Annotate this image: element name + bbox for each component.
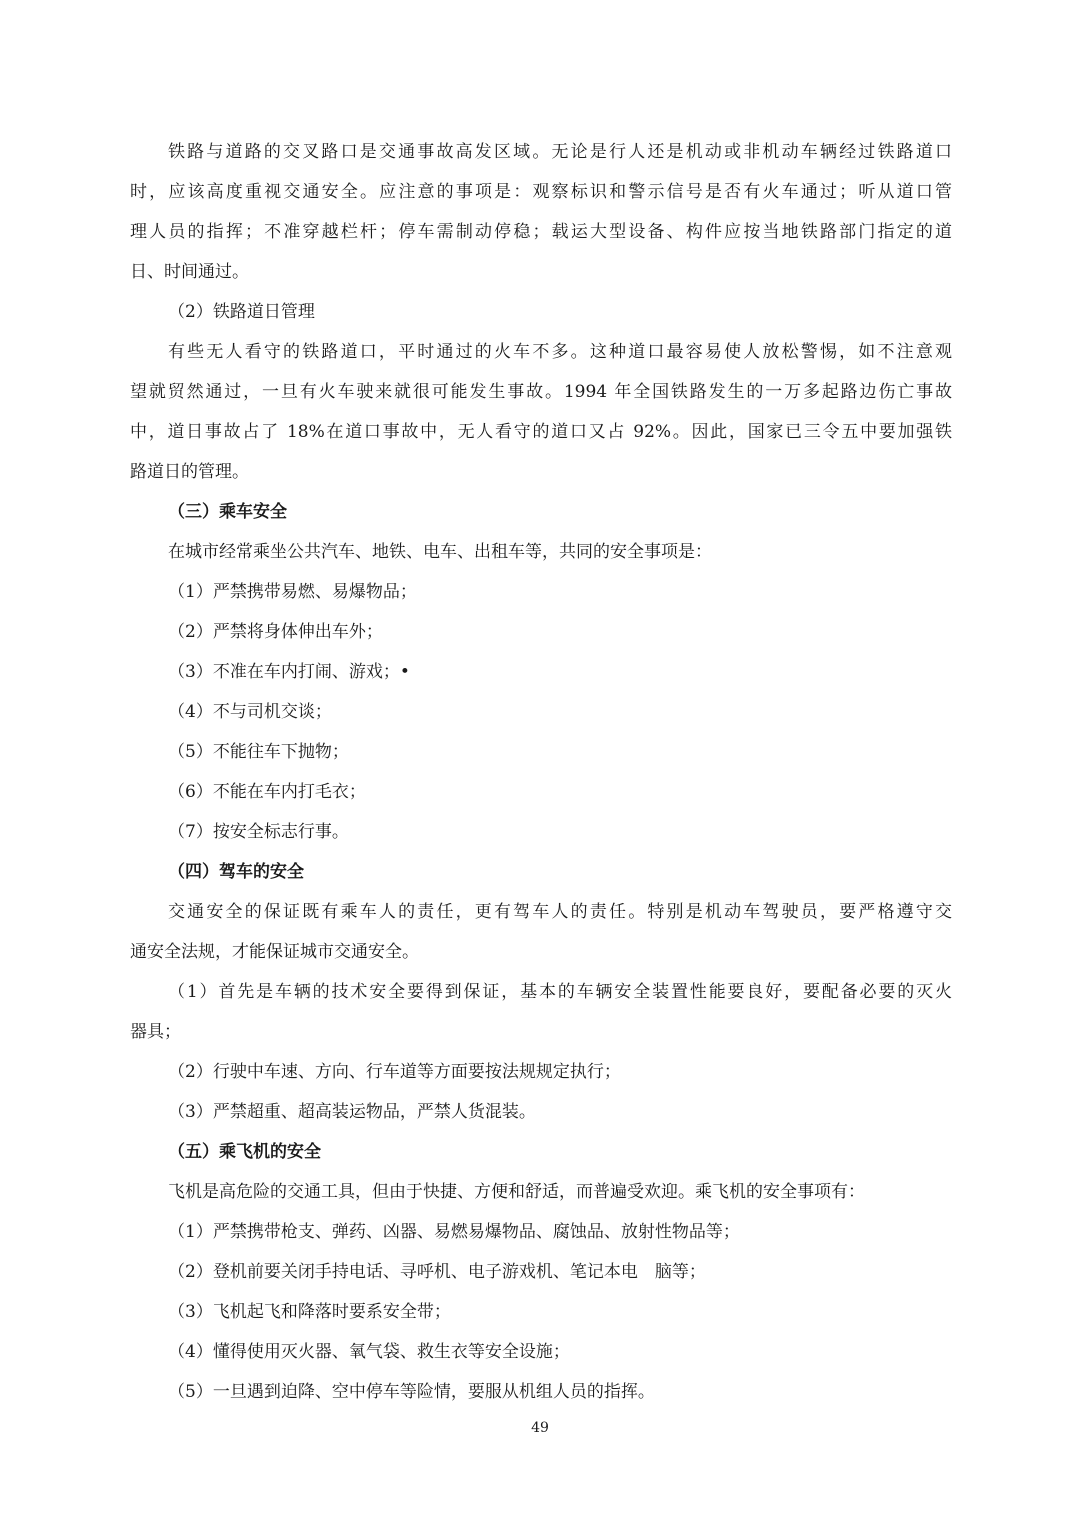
paragraph-line: 交通安全的保证既有乘车人的责任，更有驾车人的责任。特别是机动车驾驶员，要严格遵守交 xyxy=(168,902,952,922)
list-item: （3）严禁超重、超高装运物品，严禁人货混装。 xyxy=(168,1102,536,1122)
list-item: （1）严禁携带枪支、弹药、凶器、易燃易爆物品、腐蚀品、放射性物品等； xyxy=(168,1222,740,1242)
flight-safety-list xyxy=(130,1212,952,1412)
riding-safety-list xyxy=(130,572,952,852)
list-item: （4）懂得使用灭火器、氧气袋、救生衣等安全设施； xyxy=(168,1342,570,1362)
driving-safety-list xyxy=(130,972,952,1132)
page-number: 49 xyxy=(531,1420,549,1436)
paragraph-line: 路道日的管理。 xyxy=(130,462,249,482)
paragraph-line: 中，道日事故占了 18%在道口事故中，无人看守的道口又占 92%。因此，国家已三令五中要加强铁 xyxy=(130,422,952,442)
driving-safety-intro xyxy=(130,892,952,972)
list-item: （2）登机前要关闭手持电话、寻呼机、电子游戏机、笔记本电 脑等； xyxy=(168,1262,706,1282)
section-heading-flight-safety: （五）乘飞机的安全 xyxy=(168,1142,321,1162)
paragraph-line: 有些无人看守的铁路道口，平时通过的火车不多。这种道口最容易使人放松警惕，如不注意观 xyxy=(168,342,952,362)
subheading-railway-crossing-mgmt: （2）铁路道日管理 xyxy=(168,302,315,322)
paragraph-line: 通安全法规，才能保证城市交通安全。 xyxy=(130,942,419,962)
paragraph-line: 铁路与道路的交叉路口是交通事故高发区域。无论是行人还是机动或非机动车辆经过铁路道口 xyxy=(168,142,952,162)
paragraph-line: 理人员的指挥；不准穿越栏杆；停车需制动停稳；载运大型设备、构件应按当地铁路部门指定的道 xyxy=(130,222,952,242)
list-item: （1）严禁携带易燃、易爆物品； xyxy=(168,582,417,602)
list-item: （2）行驶中车速、方向、行车道等方面要按法规规定执行； xyxy=(168,1062,621,1082)
list-item: （7）按安全标志行事。 xyxy=(168,822,349,842)
list-item: （5）不能往车下抛物； xyxy=(168,742,349,762)
paragraph-line: 望就贸然通过，一旦有火车驶来就很可能发生事故。1994 年全国铁路发生的一万多起路边伤亡事故 xyxy=(130,382,952,402)
list-item-continuation: 器具； xyxy=(130,1022,181,1042)
paragraph-line: 时，应该高度重视交通安全。应注意的事项是：观察标识和警示信号是否有火车通过；听从道口管 xyxy=(130,182,952,202)
list-item: （6）不能在车内打毛衣； xyxy=(168,782,366,802)
section-heading-driving-safety: （四）驾车的安全 xyxy=(168,862,304,882)
list-item: （5）一旦遇到迫降、空中停车等险情，要服从机组人员的指挥。 xyxy=(168,1382,655,1402)
railway-crossing-paragraph xyxy=(130,332,952,492)
list-item: （3）不准在车内打闹、游戏；• xyxy=(168,662,410,682)
riding-safety-intro: 在城市经常乘坐公共汽车、地铁、电车、出租车等，共同的安全事项是： xyxy=(168,542,712,562)
railway-intro-paragraph xyxy=(130,132,952,292)
list-item: （1）首先是车辆的技术安全要得到保证，基本的车辆安全装置性能要良好，要配备必要的灭火 xyxy=(168,982,952,1002)
flight-safety-intro: 飞机是高危险的交通工具，但由于快捷、方便和舒适，而普遍受欢迎。乘飞机的安全事项有： xyxy=(168,1182,865,1202)
list-item: （2）严禁将身体伸出车外； xyxy=(168,622,383,642)
section-heading-riding-safety: （三）乘车安全 xyxy=(168,502,287,522)
page-body xyxy=(130,132,952,1412)
paragraph-line: 日、时间通过。 xyxy=(130,262,249,282)
list-item: （4）不与司机交谈； xyxy=(168,702,332,722)
list-item: （3）飞机起飞和降落时要系安全带； xyxy=(168,1302,451,1322)
